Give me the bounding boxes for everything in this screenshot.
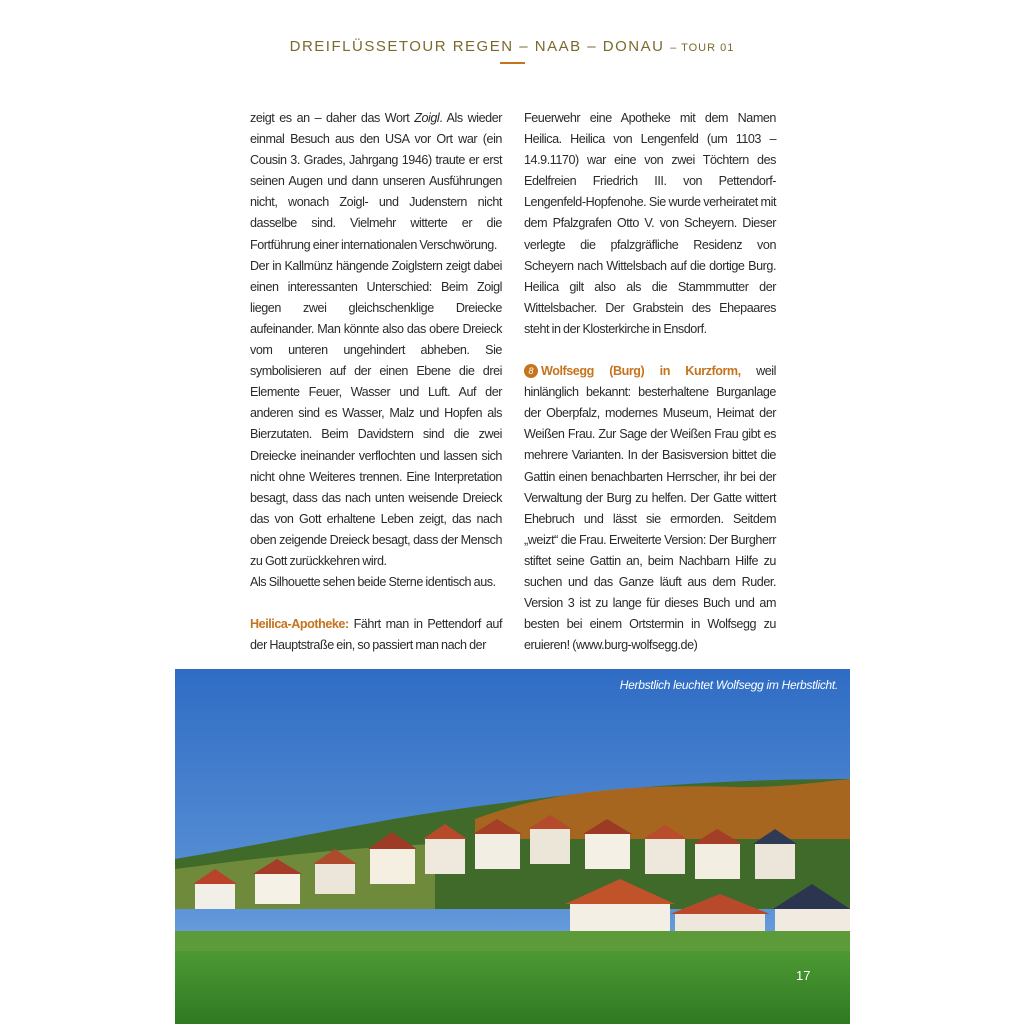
landscape-illustration — [175, 669, 850, 1024]
text-run: . Als wieder einmal Besuch aus den USA vor Ort war (ein Cousin 3. Grades, Jahrgang 1946) traute er erst seinen Augen und dann unseren Ausführungen nicht, wonach Zoigl- und Judenstern nicht dasselbe sind. Vielmehr witterte er die Fortführung einer internationalen Verschwörung. — [250, 111, 502, 252]
header-rule — [500, 62, 525, 64]
wolfsegg-photo — [175, 669, 850, 1024]
meadow — [175, 949, 850, 1024]
paragraph-gap — [524, 340, 776, 361]
text-run: zeigt es an – daher das Wort — [250, 111, 415, 125]
text-run: weil hinlänglich bekannt: besterhaltene Burganlage der Oberpfalz, modernes Museum, Heimat der Weißen Frau. Zur Sage der Weißen Frau gibt es mehrere Varianten. In der Basisversion bittet die Gattin einen benachbarten Herrscher, ihr bei der Verwaltung der Burg zu helfen. Der Gatte wittert Ehebruch und lässt sie ermorden. Seitdem „weizt“ die Frau. Erweiterte Version: Der Burgherr stiftet seine Gattin an, beim Nachbarn Hilfe zu suchen und das Ganze läuft aus dem Ruder. Version 3 ist zu lange für dieses Buch und am besten bei einem Ortstermin in Wolfsegg zu eruieren! (www.burg-wolfsegg.de) — [524, 364, 776, 653]
left-paragraph-4 — [250, 614, 502, 656]
field-edge — [175, 931, 850, 951]
left-paragraph-3: Als Silhouette sehen beide Sterne identisch aus. — [250, 575, 496, 590]
left-paragraph-1 — [250, 108, 502, 256]
header-tour: – TOUR 01 — [670, 42, 735, 54]
poi-number-badge: 8 — [524, 364, 538, 378]
heilica-heading: Heilica-Apotheke: — [250, 617, 349, 632]
running-header — [0, 38, 1024, 55]
wolfsegg-heading: Wolfsegg (Burg) in Kurzform, — [541, 364, 741, 379]
right-paragraph-1: Feuerwehr eine Apotheke mit dem Namen Heilica. Heilica von Lengenfeld (um 1103 – 14.9.1170) war eine von zwei Töchtern des Edelfreien Friedrich III. von Pettendorf-Lengenfeld-Hopfenohe. Sie wurde verheiratet mit dem Pfalzgrafen Otto V. von Scheyern. Dieser verlegte die pfalzgräfliche Residenz von Scheyern nach Wittelsbach auf die dortige Burg. Heilica gilt also als die Stammmutter der Wittelsbacher. Der Grabstein des Ehepaares steht in der Klosterkirche in Ensdorf. — [524, 111, 776, 336]
text-run: Fährt man in Pettendorf auf der Hauptstraße ein, so passiert man nach der — [250, 617, 502, 653]
left-paragraph-2: Der in Kallmünz hängende Zoiglstern zeigt dabei einen interessanten Unterschied: Beim Zoigl liegen zwei gleichschenklige Dreiecke aufeinander. Man könnte also das obere Dreieck vom unteren ungehindert abheben. Sie symbolisieren auf der einen Ebene die drei Elemente Feuer, Wasser und Luft. Auf der anderen sind es Wasser, Malz und Hopfen als Bierzutaten. Beim Davidstern sind die zwei Dreiecke ineinander verflochten und lassen sich nicht ohne Weiteres trennen. Eine Interpretation besagt, dass das nach unten weisende Dreieck das von Gott erhaltene Leben zeigt, das nach oben zeigende Dreieck besagt, dass der Mensch zu Gott zurückkehren wird. — [250, 258, 502, 568]
left-column — [250, 108, 502, 656]
zoigl-word: Zoigl — [414, 111, 440, 125]
right-paragraph-2 — [524, 361, 776, 656]
photo-caption: Herbstlich leuchtet Wolfsegg im Herbstlicht. — [619, 678, 838, 692]
header-title: DREIFLÜSSETOUR REGEN – NAAB – DONAU — [289, 38, 665, 55]
right-column — [524, 108, 776, 656]
page-number: 17 — [796, 968, 811, 983]
paragraph-gap — [250, 593, 502, 614]
